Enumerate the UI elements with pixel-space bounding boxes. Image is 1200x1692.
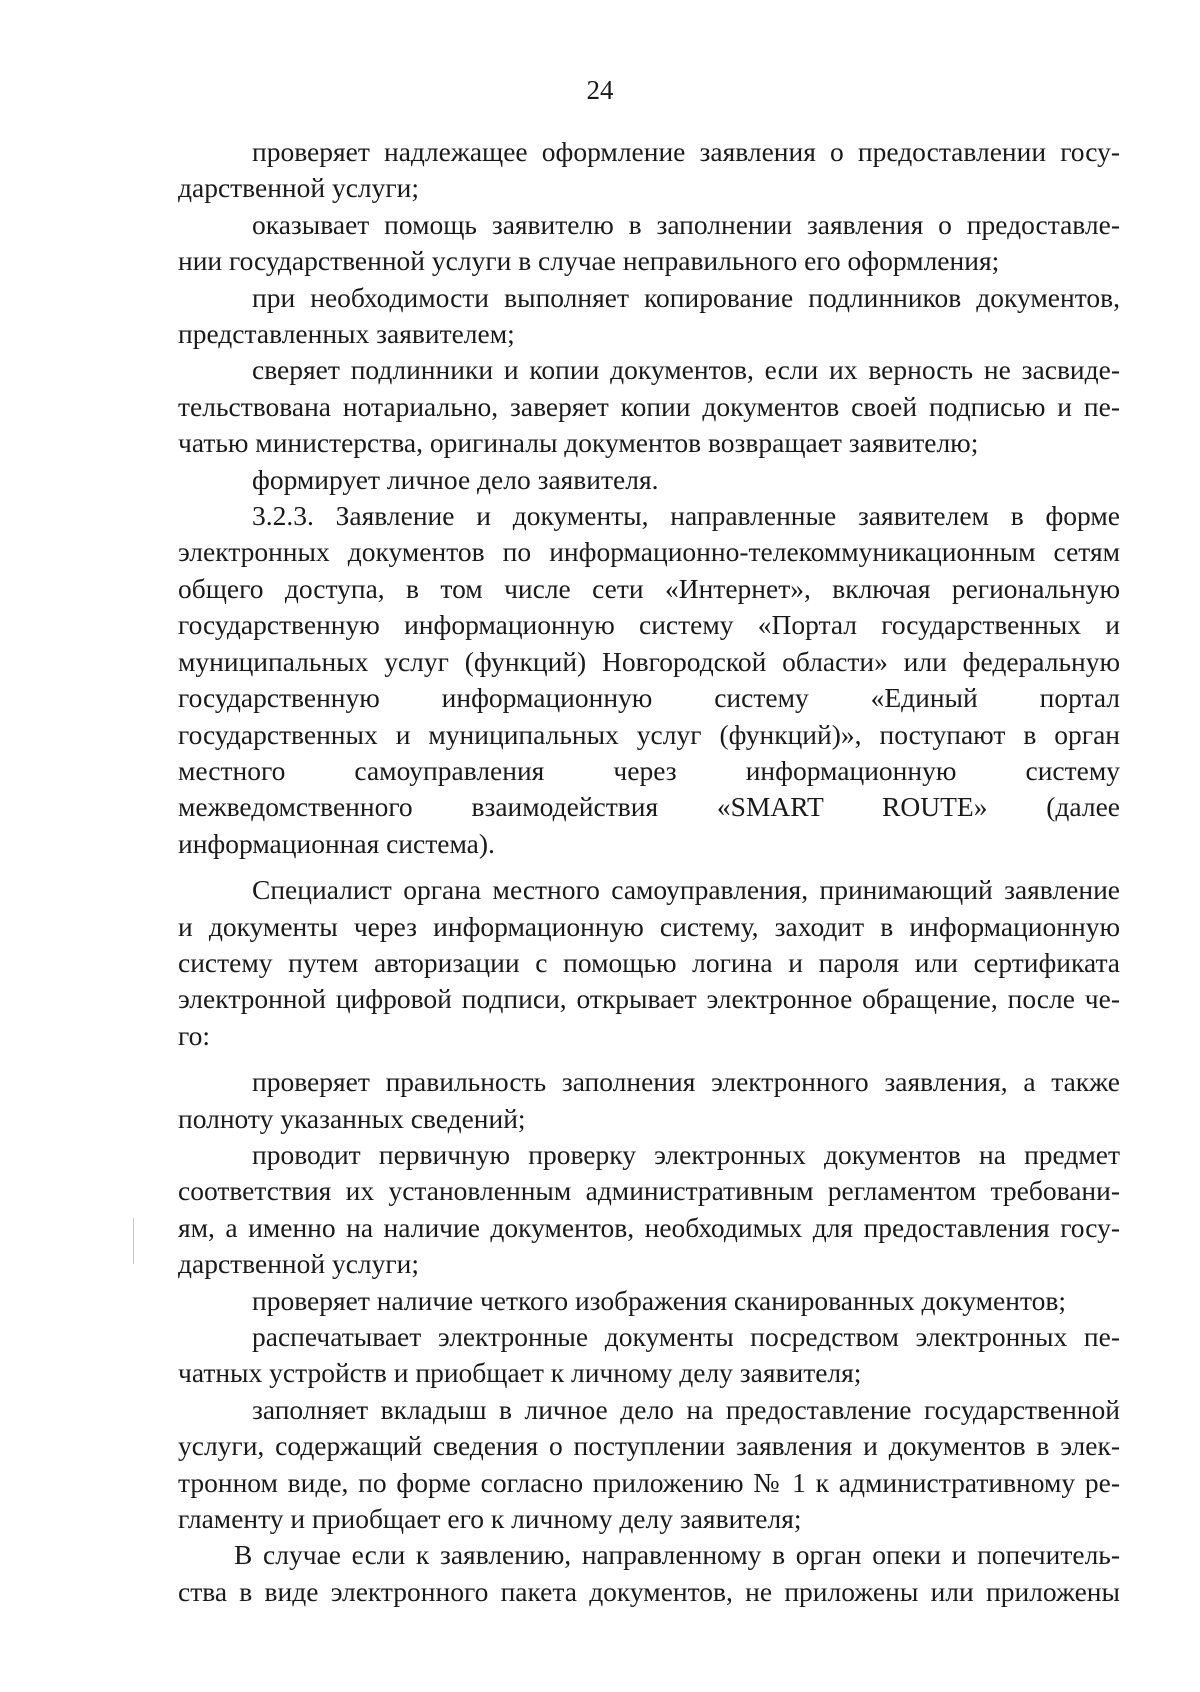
text-line: оказывает помощь заявителю в заполнении заявления о предоставле- <box>252 208 1120 240</box>
text-line: 3.2.3. Заявление и документы, направленные заявителем в форме <box>252 500 1120 532</box>
paragraph-missing-documents <box>178 1537 1120 1610</box>
text-line: проверяет надлежащее оформление заявления о предоставлении госу- <box>252 136 1120 167</box>
paragraph-specialist <box>178 872 1120 1054</box>
text-line: электронной цифровой подписи, открывает электронное обращение, после че- <box>178 983 1120 1015</box>
text-line: ям, а именно на наличие документов, необходимых для предоставления госу- <box>178 1211 1120 1243</box>
text-line: формирует личное дело заявителя. <box>252 463 659 495</box>
text-line: проверяет наличие четкого изображения сканированных документов; <box>252 1284 1066 1316</box>
text-line: чатных устройств и приобщает к личному делу заявителя; <box>178 1357 862 1389</box>
text-line: при необходимости выполняет копирование подлинников документов, <box>252 281 1120 313</box>
text-line: гламенту и приобщает его к личному делу заявителя; <box>178 1503 802 1535</box>
text-line: распечатывает электронные документы посредством электронных пе- <box>252 1321 1120 1352</box>
text-line: местного самоуправления через информационную систему <box>178 754 1120 786</box>
text-line: проверяет правильность заполнения электронного заявления, а также <box>252 1066 1120 1098</box>
paragraph-verify-copies <box>178 352 1120 461</box>
paragraph-personal-file <box>178 462 1120 498</box>
text-line: электронных документов по информационно-телекоммуникационным сетям <box>178 536 1120 568</box>
text-line: дарственной услуги; <box>178 1248 420 1280</box>
text-line: государственную информационную систему «Портал государственных и <box>178 609 1120 641</box>
paragraph-copy-originals <box>178 280 1120 353</box>
text-line: систему путем авторизации с помощью логина и пароля или сертификата <box>178 946 1120 978</box>
text-line: нии государственной услуги в случае неправильного его оформления; <box>178 245 1000 277</box>
scan-artifact-line <box>133 1218 134 1264</box>
text-line: чатью министерства, оригиналы документов возвращает заявителю; <box>178 427 979 459</box>
paragraph-check-completeness <box>178 1064 1120 1137</box>
text-line: услуги, содержащий сведения о поступлении заявления и документов в элек- <box>178 1430 1120 1462</box>
text-line: проводит первичную проверку электронных документов на предмет <box>252 1138 1120 1170</box>
paragraph-check-application <box>178 134 1120 207</box>
text-line: полноту указанных сведений; <box>178 1102 526 1134</box>
text-line: В случае если к заявлению, направленному в орган опеки и попечитель- <box>234 1539 1120 1571</box>
text-line: представленных заявителем; <box>178 318 515 350</box>
text-line: государственных и муниципальных услуг (функций)», поступают в орган <box>178 718 1120 750</box>
text-line: общего доступа, в том числе сети «Интернет», включая региональную <box>178 572 1120 604</box>
document-body <box>178 134 1120 1610</box>
text-line: информационная система). <box>178 827 495 859</box>
page-number: 24 <box>586 75 614 105</box>
text-line: сверяет подлинники и копии документов, если их верность не засвиде- <box>252 354 1120 386</box>
text-line: Специалист органа местного самоуправления, принимающий заявление <box>252 874 1120 906</box>
text-line: тельствована нотариально, заверяет копии документов своей подписью и пе- <box>178 390 1120 422</box>
paragraph-3-2-3 <box>178 498 1120 862</box>
paragraph-fill-insert <box>178 1392 1120 1538</box>
text-line: тронном виде, по форме согласно приложению № 1 к административному ре- <box>178 1466 1120 1498</box>
text-line: муниципальных услуг (функций) Новгородской области» или федеральную <box>178 645 1120 677</box>
paragraph-assist-applicant <box>178 207 1120 280</box>
paragraph-scan-quality <box>178 1283 1120 1319</box>
text-line: государственную информационную систему «Единый портал <box>178 682 1120 714</box>
text-line: соответствия их установленным административным регламентом требовани- <box>178 1175 1120 1207</box>
text-line: межведомственного взаимодействия «SMART ROUTE» (далее <box>178 791 1120 823</box>
text-line: ства в виде электронного пакета документов, не приложены или приложены <box>178 1575 1120 1607</box>
text-line: и документы через информационную систему, заходит в информационную <box>178 910 1120 942</box>
text-line: дарственной услуги; <box>178 172 420 204</box>
paragraph-primary-check <box>178 1137 1120 1283</box>
text-line: го: <box>178 1019 210 1051</box>
paragraph-print-documents <box>178 1319 1120 1392</box>
text-line: заполняет вкладыш в личное дело на предоставление государственной <box>252 1393 1120 1425</box>
